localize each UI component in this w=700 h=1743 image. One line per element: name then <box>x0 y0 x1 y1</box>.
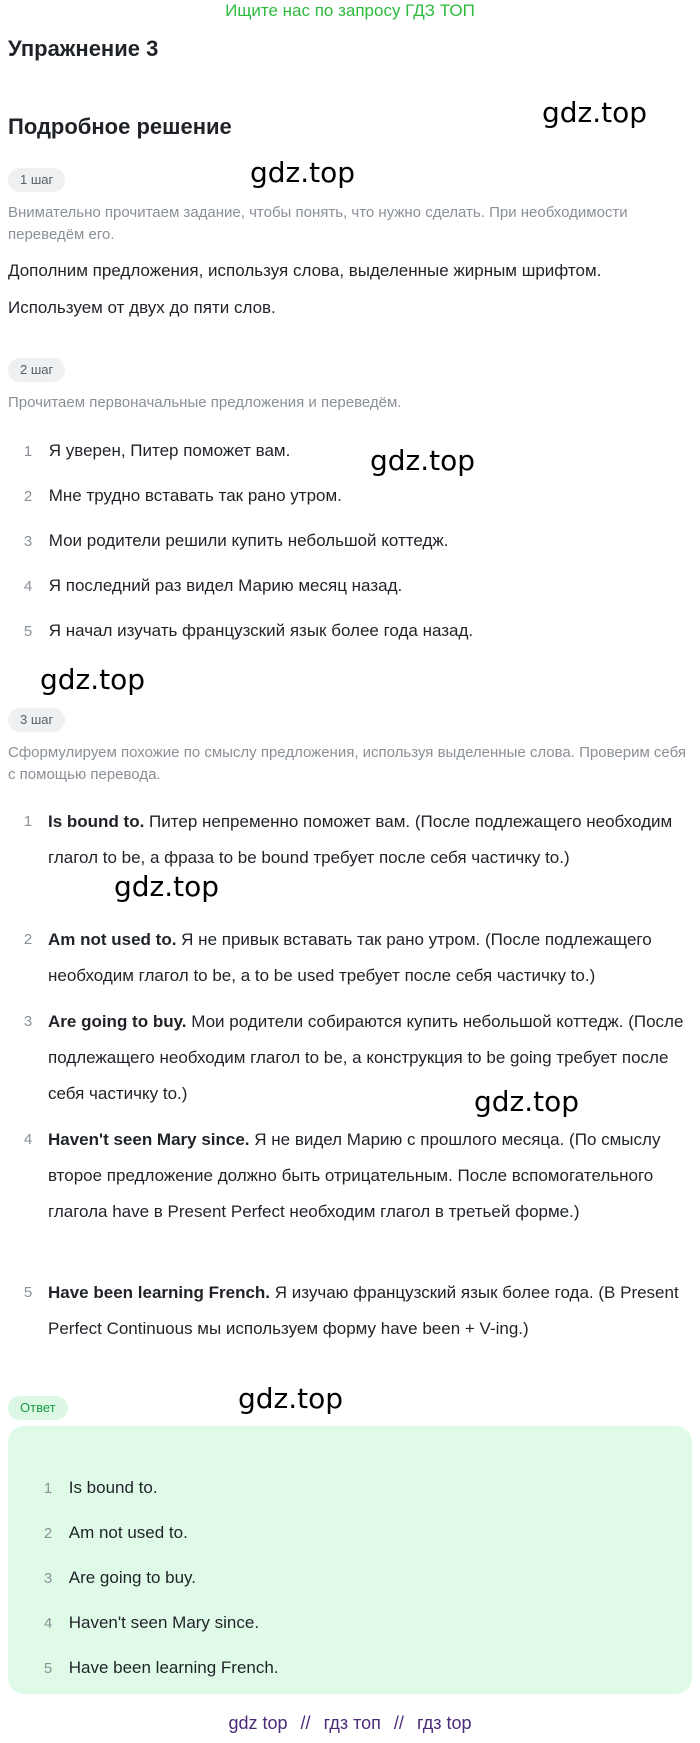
answer-item <box>36 1476 158 1501</box>
search-banner: Ищите нас по запросу ГДЗ ТОП <box>225 1 475 20</box>
item-number: 3 <box>23 1013 33 1030</box>
solution-title: Подробное решение <box>8 114 232 139</box>
watermark: gdz.top <box>370 444 476 477</box>
footer-link[interactable]: gdz top <box>228 1713 288 1733</box>
item-bold: Are going to buy. <box>48 1012 187 1031</box>
step-2-note: Прочитаем первоначальные предложения и переведём. <box>8 394 402 411</box>
step-1-chip <box>8 168 65 192</box>
item-text: Is bound to. <box>68 1478 158 1497</box>
watermark: gdz.top <box>542 96 648 129</box>
watermark: gdz.top <box>238 1382 344 1415</box>
watermark: gdz.top <box>474 1085 580 1118</box>
list-item <box>16 804 692 876</box>
item-number: 4 <box>43 1615 53 1632</box>
footer-separator: // <box>300 1713 311 1733</box>
item-number: 5 <box>23 623 33 640</box>
item-bold: Am not used to. <box>48 930 177 949</box>
item-number: 4 <box>23 578 33 595</box>
list-item <box>16 619 473 644</box>
item-number: 2 <box>23 931 33 948</box>
item-text: Have been learning French. <box>68 1658 279 1677</box>
footer-separator: // <box>393 1713 404 1733</box>
item-text: Я уверен, Питер поможет вам. <box>48 441 291 460</box>
item-text: Are going to buy. <box>68 1568 197 1587</box>
footer-link[interactable]: гдз top <box>416 1713 472 1733</box>
item-number: 2 <box>23 488 33 505</box>
list-item <box>16 1004 692 1112</box>
item-number: 2 <box>43 1525 53 1542</box>
item-number: 5 <box>23 1284 33 1301</box>
exercise-title: Упражнение 3 <box>8 36 159 61</box>
answer-label: Ответ <box>8 1396 68 1420</box>
item-number: 3 <box>43 1570 53 1587</box>
footer-link[interactable]: гдз топ <box>323 1713 381 1733</box>
answer-item <box>36 1566 196 1591</box>
list-item <box>16 1275 692 1347</box>
item-number: 3 <box>23 533 33 550</box>
item-number: 1 <box>23 813 33 830</box>
item-text: Мои родители собираются купить небольшой коттедж. (После подлежащего необходим глагол to be, а конструкция to be going требует после себя частичку to.) <box>48 1012 684 1103</box>
list-item <box>16 922 692 994</box>
item-number: 5 <box>43 1660 53 1677</box>
answer-item <box>36 1611 259 1636</box>
list-item <box>16 574 402 599</box>
answer-box <box>8 1426 692 1694</box>
item-text: Haven't seen Mary since. <box>68 1613 260 1632</box>
item-number: 4 <box>23 1131 33 1148</box>
answer-item <box>36 1656 279 1681</box>
step-1-paragraph: Дополним предложения, используя слова, выделенные жирным шрифтом. <box>8 261 602 280</box>
list-item <box>16 484 342 509</box>
item-number: 1 <box>43 1480 53 1497</box>
item-text: Я не привык вставать так рано утром. (После подлежащего необходим глагол to be, а to be used требует после себя частичку to.) <box>48 930 652 985</box>
step-1-paragraph: Используем от двух до пяти слов. <box>8 298 276 317</box>
item-bold: Have been learning French. <box>48 1283 271 1302</box>
item-bold: Haven't seen Mary since. <box>48 1130 250 1149</box>
watermark: gdz.top <box>40 663 146 696</box>
step-label: 3 шаг <box>8 708 65 732</box>
footer-links <box>0 1713 700 1734</box>
item-text: Я последний раз видел Марию месяц назад. <box>48 576 403 595</box>
item-text: Мне трудно вставать так рано утром. <box>48 486 342 505</box>
item-text: Я изучаю французский язык более года. (В Present Perfect Continuous мы используем форму have been + V-ing.) <box>48 1283 679 1338</box>
item-text: Питер непременно поможет вам. (После подлежащего необходим глагол to be, а фраза to be bound требует после себя частичку to.) <box>48 812 673 867</box>
step-label: 2 шаг <box>8 358 65 382</box>
step-3-chip <box>8 708 65 732</box>
step-2-chip <box>8 358 65 382</box>
item-number: 1 <box>23 443 33 460</box>
list-item <box>16 439 290 464</box>
list-item <box>16 1122 692 1230</box>
step-3-note: Сформулируем похожие по смыслу предложения, используя выделенные слова. Проверим себя с помощью перевода. <box>8 744 686 783</box>
answer-chip <box>8 1396 68 1420</box>
step-1-note: Внимательно прочитаем задание, чтобы понять, что нужно сделать. При необходимости переведём его. <box>8 204 628 243</box>
watermark: gdz.top <box>114 870 220 903</box>
item-text: Am not used to. <box>68 1523 188 1542</box>
item-text: Я не видел Марию с прошлого месяца. (По смыслу второе предложение должно быть отрицательным. После вспомогательного глагола have в Present Perfect необходим глагол в третьей форме.) <box>48 1130 661 1221</box>
watermark: gdz.top <box>250 156 356 189</box>
item-bold: Is bound to. <box>48 812 145 831</box>
list-item <box>16 529 448 554</box>
step-label: 1 шаг <box>8 168 65 192</box>
answer-item <box>36 1521 188 1546</box>
item-text: Мои родители решили купить небольшой коттедж. <box>48 531 449 550</box>
item-text: Я начал изучать французский язык более года назад. <box>48 621 474 640</box>
